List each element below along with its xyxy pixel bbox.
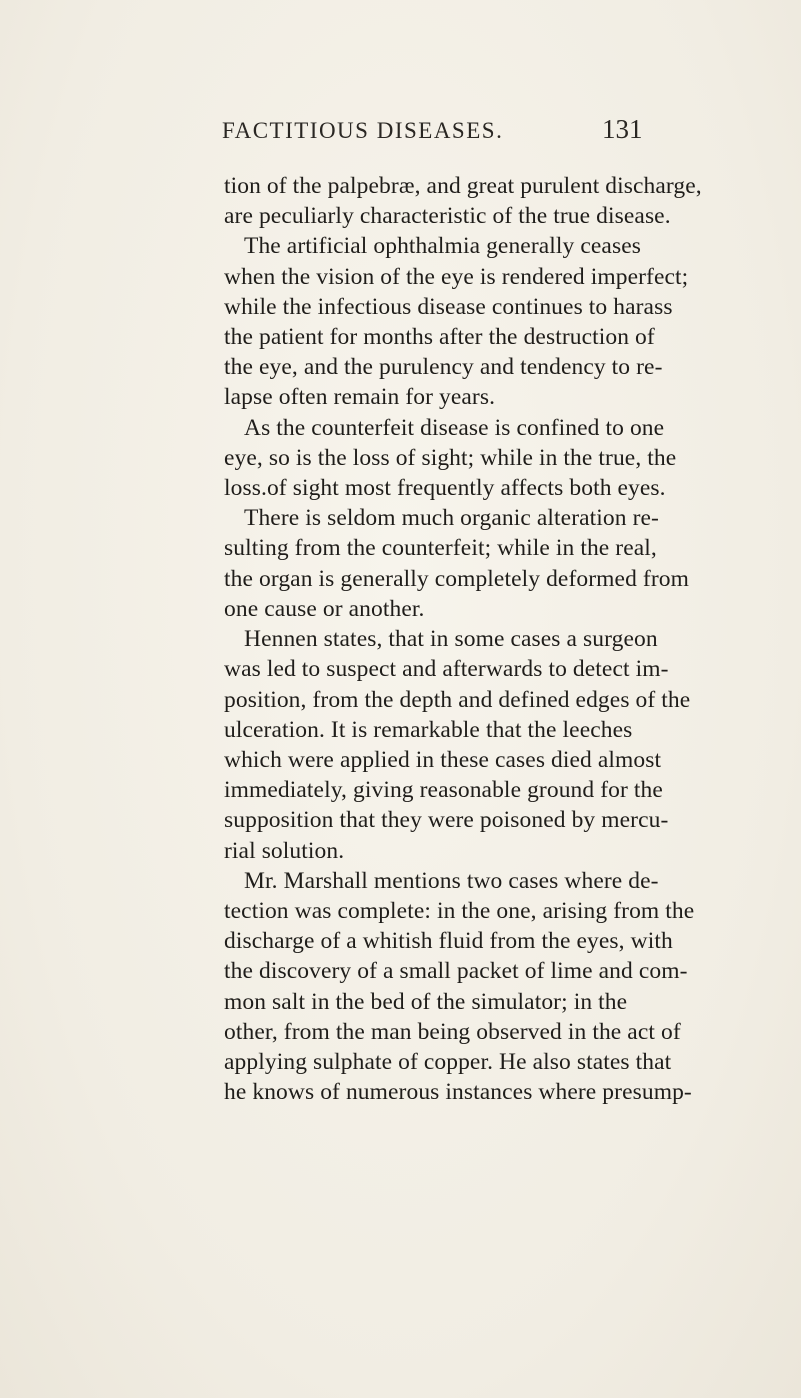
- text-line: when the vision of the eye is rendered imperfect;: [224, 264, 689, 290]
- text-line: mon salt in the bed of the simulator; in the: [224, 989, 628, 1015]
- text-line: ulceration. It is remarkable that the leeches: [224, 717, 633, 743]
- text-line: supposition that they were poisoned by mercu-: [224, 807, 669, 833]
- text-line: one cause or another.: [224, 596, 425, 622]
- text-line: which were applied in these cases died almost: [224, 747, 662, 773]
- text-line: tion of the palpebræ, and great purulent discharge,: [224, 173, 702, 199]
- text-line: immediately, giving reasonable ground for the: [224, 777, 663, 803]
- text-line: applying sulphate of copper. He also states that: [224, 1049, 672, 1075]
- running-head: FACTITIOUS DISEASES.: [222, 118, 504, 143]
- text-line: The artificial ophthalmia generally ceases: [244, 233, 641, 259]
- text-line: position, from the depth and defined edges of the: [224, 687, 691, 713]
- text-line: are peculiarly characteristic of the true disease.: [224, 203, 671, 229]
- text-line: the organ is generally completely deformed from: [224, 566, 689, 592]
- text-line: discharge of a whitish fluid from the eyes, with: [224, 928, 673, 954]
- text-line: As the counterfeit disease is confined to one: [244, 415, 665, 441]
- text-line: while the infectious disease continues to harass: [224, 294, 673, 320]
- text-line: the patient for months after the destruction of: [224, 324, 655, 350]
- text-line: There is seldom much organic alteration re-: [244, 505, 659, 531]
- text-line: lapse often remain for years.: [224, 384, 496, 410]
- text-line: Hennen states, that in some cases a surgeon: [244, 626, 658, 652]
- text-line: tection was complete: in the one, arising from the: [224, 898, 695, 924]
- text-line: rial solution.: [224, 838, 345, 864]
- text-line: other, from the man being observed in the act of: [224, 1019, 681, 1045]
- text-line: Mr. Marshall mentions two cases where de-: [244, 868, 659, 894]
- text-line: loss.of sight most frequently affects both eyes.: [224, 475, 666, 501]
- text-line: was led to suspect and afterwards to detect im-: [224, 656, 669, 682]
- text-line: he knows of numerous instances where presump-: [224, 1079, 692, 1105]
- text-line: eye, so is the loss of sight; while in the true, the: [224, 445, 677, 471]
- text-line: the eye, and the purulency and tendency to re-: [224, 354, 663, 380]
- text-line: the discovery of a small packet of lime and com-: [224, 958, 688, 984]
- page-number: 131: [602, 114, 643, 144]
- page-header: [0, 92, 801, 142]
- text-line: sulting from the counterfeit; while in the real,: [224, 535, 657, 561]
